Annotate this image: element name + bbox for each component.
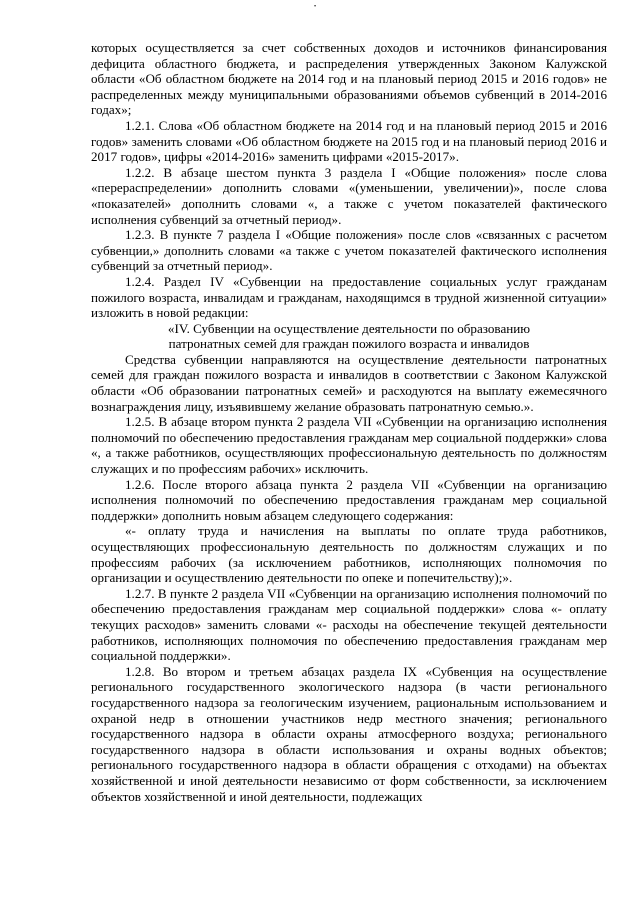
document-body [91,40,607,804]
paragraph-1-2-6: 1.2.6. После второго абзаца пункта 2 раздела VII «Субвенции на организацию исполнения полномочий по обеспечению предоставления гражданам мер социальной поддержки» дополнить новым абзацем следующего содержания: [91,476,607,523]
paragraph-1-2-3: 1.2.3. В пункте 7 раздела I «Общие положения» после слов «связанных с расчетом субвенции,» дополнить словами «а также с учетом показателей фактического исполнения субвенций за отчетный период». [91,227,607,274]
paragraph-1-2-1: 1.2.1. Слова «Об областном бюджете на 2014 год и на плановый период 2015 и 2016 годов» заменить словами «Об областном бюджете на 2015 год и на плановый период 2016 и 2017 годов», цифры «2014-2016» заменить цифрами «2015-2017». [91,117,607,165]
page-top-mark: • [314,4,317,10]
paragraph-new-item: «- оплату труда и начисления на выплаты по оплате труда работников, осуществляющих профессиональную деятельность по должностям служащих и по профессиям рабочих (за исключением работников, исполняющих полномочия по организации и осуществлению деятельности по опеке и попечительству);». [91,523,607,586]
paragraph-continuation: которых осуществляется за счет собственных доходов и источников финансирования дефицита областного бюджета, и распределения утвержденных Законом Калужской области «Об областном бюджете на 2014 год и на плановый период 2015 и 2016 годов» не распределенных между муниципальными образованиями объемов субвенций в 2014-2016 годах»; [91,40,607,118]
paragraph-1-2-4: 1.2.4. Раздел IV «Субвенции на предоставление социальных услуг гражданам пожилого возраста, инвалидам и гражданам, находящимся в трудной жизненной ситуации» изложить в новой редакции: [91,273,607,321]
paragraph-1-2-5: 1.2.5. В абзаце втором пункта 2 раздела VII «Субвенции на организацию исполнения полномочий по обеспечению предоставления гражданам мер социальной поддержки» слова «, а также работников, осуществляющих профессиональную деятельность по должностям служащих и по профессиям рабочих» исключить. [91,414,607,477]
paragraph-1-2-8: 1.2.8. Во втором и третьем абзацах раздела IX «Субвенция на осуществление регионального государственного экологического надзора (в части регионального государственного надзора за геологическим изучением, рациональным использованием и охраной недр в отношении участников недр местного значения; регионального государственного надзора в области охраны атмосферного воздуха; регионального государственного надзора в области использования и охраны водных объектов; регионального государственного надзора в области обращения с отходами) на объектах хозяйственной и иной деятельности независимо от форм собственности, за исключением объектов хозяйственной и иной деятельности, подлежащих [91,663,607,804]
paragraph-subsidy-purpose: Средства субвенции направляются на осуществление деятельности патронатных семей для граждан пожилого возраста и инвалидов в соответствии с Законом Калужской области «Об образовании патронатных семей» и расходуются на выплату ежемесячного вознаграждения лицу, изъявившему желание образовать патронатную семью.». [91,351,607,414]
section-heading-iv: «IV. Субвенции на осуществление деятельности по образованию патронатных семей для граждан пожилого возраста и инвалидов [167,320,531,352]
paragraph-1-2-7: 1.2.7. В пункте 2 раздела VII «Субвенции на организацию исполнения полномочий по обеспечению предоставления гражданам мер социальной поддержки» слова «- оплату текущих расходов» заменить словами «- расходы на обеспечение текущей деятельности работников, исполняющих полномочия по обеспечению предоставления гражданам мер социальной поддержки». [91,585,607,664]
paragraph-1-2-2: 1.2.2. В абзаце шестом пункта 3 раздела I «Общие положения» после слова «перераспределении» дополнить словами «(уменьшении, увеличении)», после слова «показателей» дополнить словами «, а также с учетом показателей фактического исполнения субвенций за отчетный период». [91,164,607,227]
